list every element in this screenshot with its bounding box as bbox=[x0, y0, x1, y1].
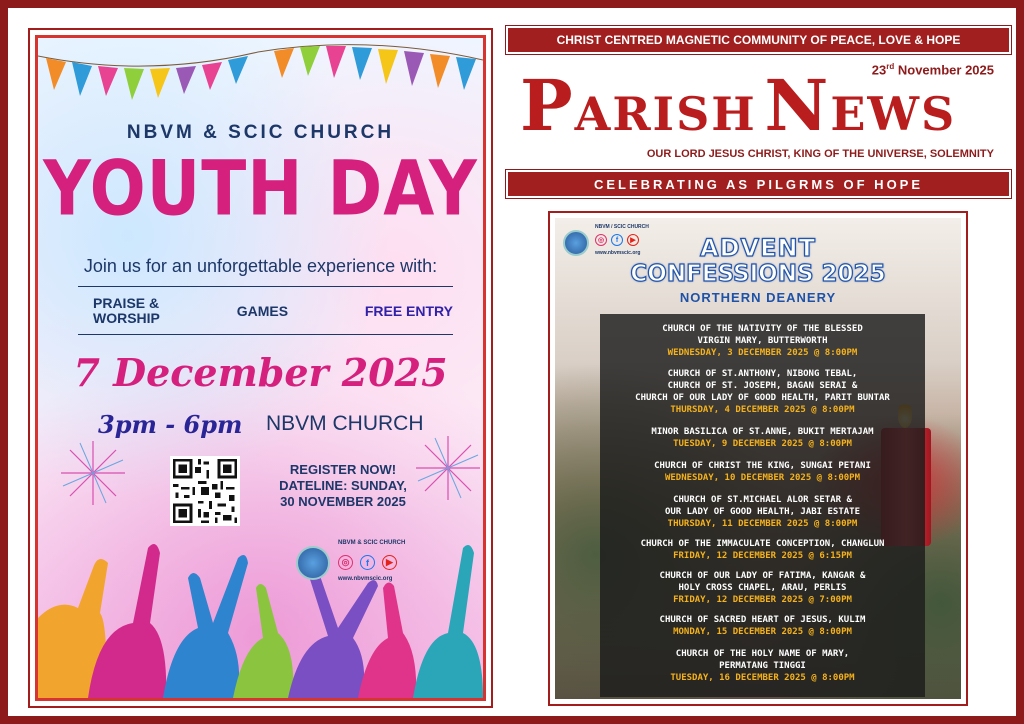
church-logo-icon bbox=[296, 546, 330, 580]
poster-organization: NBVM & SCIC CHURCH bbox=[126, 122, 395, 143]
qr-code-icon[interactable] bbox=[170, 456, 240, 526]
entry-datetime: FRIDAY, 12 DECEMBER 2025 @ 7:00PM bbox=[673, 595, 852, 605]
feature-praise-worship bbox=[93, 296, 160, 326]
schedule-entry bbox=[600, 538, 925, 562]
brand-name: NBVM & SCIC CHURCH bbox=[338, 540, 406, 546]
advent-confessions-poster bbox=[548, 211, 968, 706]
entry-datetime: WEDNESDAY, 3 DECEMBER 2025 @ 8:00PM bbox=[667, 348, 858, 358]
divider-top bbox=[78, 286, 453, 287]
entry-church-line: CHURCH OF THE HOLY NAME OF MARY, bbox=[675, 649, 850, 659]
facebook-icon[interactable]: f bbox=[360, 555, 375, 570]
confessions-title: CONFESSIONS 2025 bbox=[630, 261, 886, 287]
advent-poster-inner bbox=[555, 218, 961, 699]
entry-church-line: OUR LADY OF GOOD HEALTH, JABI ESTATE bbox=[664, 507, 861, 517]
entry-datetime: TUESDAY, 9 DECEMBER 2025 @ 8:00PM bbox=[673, 439, 852, 449]
entry-datetime: MONDAY, 15 DECEMBER 2025 @ 8:00PM bbox=[673, 627, 852, 637]
divider-bottom bbox=[78, 334, 453, 335]
issue-month-year: November 2025 bbox=[897, 62, 994, 78]
firework-right-icon bbox=[413, 433, 483, 503]
event-venue: NBVM CHURCH bbox=[266, 412, 424, 435]
bunting-decoration bbox=[38, 38, 483, 118]
schedule-entry bbox=[600, 426, 925, 450]
issue-day: 23 bbox=[871, 62, 887, 78]
register-notice bbox=[268, 462, 418, 510]
instagram-icon[interactable]: ◎ bbox=[338, 555, 353, 570]
entry-church-line: CHURCH OF THE NATIVITY OF THE BLESSED bbox=[662, 324, 863, 334]
solemnity-subtitle: OUR LORD JESUS CHRIST, KING OF THE UNIVERSE, SOLEMNITY bbox=[646, 148, 994, 160]
youtube-icon[interactable]: ▶ bbox=[382, 555, 397, 570]
theme-banner: CELEBRATING AS PILGRMS OF HOPE bbox=[506, 170, 1011, 198]
entry-church-line: CHURCH OF CHRIST THE KING, SUNGAI PETANI bbox=[654, 461, 871, 471]
brand-url[interactable]: www.nbvmscic.org bbox=[338, 576, 393, 582]
advent-youtube-icon[interactable]: ▶ bbox=[627, 234, 639, 246]
schedule-entry bbox=[600, 494, 925, 530]
feature-worship-line: WORSHIP bbox=[93, 310, 160, 326]
masthead-word-1: ARISH bbox=[574, 87, 757, 141]
entry-datetime: THURSDAY, 4 DECEMBER 2025 @ 8:00PM bbox=[670, 405, 855, 415]
dateline-text: DATELINE: SUNDAY, bbox=[279, 478, 407, 493]
entry-church-line: CHURCH OF OUR LADY OF FATIMA, KANGAR & bbox=[659, 571, 866, 581]
feature-praise-line: PRAISE & bbox=[93, 295, 160, 311]
advent-brand-name: NBVM / SCIC CHURCH bbox=[595, 224, 649, 230]
entry-datetime: THURSDAY, 11 DECEMBER 2025 @ 8:00PM bbox=[667, 519, 858, 529]
entry-church-line: CHURCH OF ST. JOSEPH, BAGAN SERAI & bbox=[667, 381, 858, 391]
schedule-entry bbox=[600, 460, 925, 484]
masthead-cap-2: N bbox=[764, 64, 831, 147]
event-date: 7 December 2025 bbox=[73, 350, 448, 395]
entry-church-line: CHURCH OF OUR LADY OF GOOD HEALTH, PARIT BUNTAR bbox=[635, 393, 890, 403]
advent-title: ADVENT bbox=[700, 234, 816, 262]
entry-church-line: CHURCH OF THE IMMACULATE CONCEPTION, CHANGLUN bbox=[640, 539, 885, 549]
masthead-title bbox=[520, 64, 956, 147]
dateline-date-text: 30 NOVEMBER 2025 bbox=[280, 494, 406, 509]
entry-church-line: CHURCH OF SACRED HEART OF JESUS, KULIM bbox=[659, 615, 866, 625]
schedule-entry bbox=[600, 648, 925, 684]
register-now-text: REGISTER NOW! bbox=[289, 462, 397, 477]
youth-day-poster bbox=[28, 28, 493, 708]
feature-list bbox=[93, 296, 453, 326]
deanery-subtitle: NORTHERN DEANERY bbox=[679, 290, 837, 305]
poster-invitation: Join us for an unforgettable experience with: bbox=[83, 256, 438, 276]
firework-left-icon bbox=[58, 438, 128, 508]
entry-church-line: CHURCH OF ST.ANTHONY, NIBONG TEBAL, bbox=[667, 369, 858, 379]
schedule-entry bbox=[600, 570, 925, 606]
schedule-entry bbox=[600, 323, 925, 359]
feature-free-entry: FREE ENTRY bbox=[364, 302, 453, 319]
issue-day-suffix: rd bbox=[886, 62, 895, 71]
schedule-entry bbox=[600, 614, 925, 638]
youth-day-poster-inner bbox=[35, 35, 486, 701]
event-time: 3pm - 6pm bbox=[98, 410, 243, 439]
entry-church-line: CHURCH OF ST.MICHAEL ALOR SETAR & bbox=[673, 495, 852, 505]
advent-facebook-icon[interactable]: f bbox=[611, 234, 623, 246]
tagline-banner: CHRIST CENTRED MAGNETIC COMMUNITY OF PEACE, LOVE & HOPE bbox=[506, 26, 1011, 54]
confession-schedule bbox=[600, 314, 925, 697]
entry-church-line: VIRGIN MARY, BUTTERWORTH bbox=[697, 336, 828, 346]
entry-church-line: MINOR BASILICA OF ST.ANNE, BUKIT MERTAJAM bbox=[651, 427, 874, 437]
entry-datetime: WEDNESDAY, 10 DECEMBER 2025 @ 8:00PM bbox=[664, 473, 861, 483]
schedule-entry bbox=[600, 368, 925, 416]
entry-datetime: FRIDAY, 12 DECEMBER 2025 @ 6:15PM bbox=[673, 551, 852, 561]
entry-datetime: TUESDAY, 16 DECEMBER 2025 @ 8:00PM bbox=[670, 673, 855, 683]
entry-church-line: HOLY CROSS CHAPEL, ARAU, PERLIS bbox=[678, 583, 847, 593]
poster-title: YOUTH DAY bbox=[43, 144, 478, 233]
masthead-word-2: EWS bbox=[830, 87, 957, 141]
masthead-cap-1: P bbox=[520, 64, 575, 147]
feature-games: GAMES bbox=[236, 302, 289, 319]
church-brand-block bbox=[296, 538, 436, 588]
advent-instagram-icon[interactable]: ◎ bbox=[595, 234, 607, 246]
advent-brand-url[interactable]: www.nbvmscic.org bbox=[595, 250, 641, 256]
entry-church-line: PERMATANG TINGGI bbox=[719, 661, 806, 671]
